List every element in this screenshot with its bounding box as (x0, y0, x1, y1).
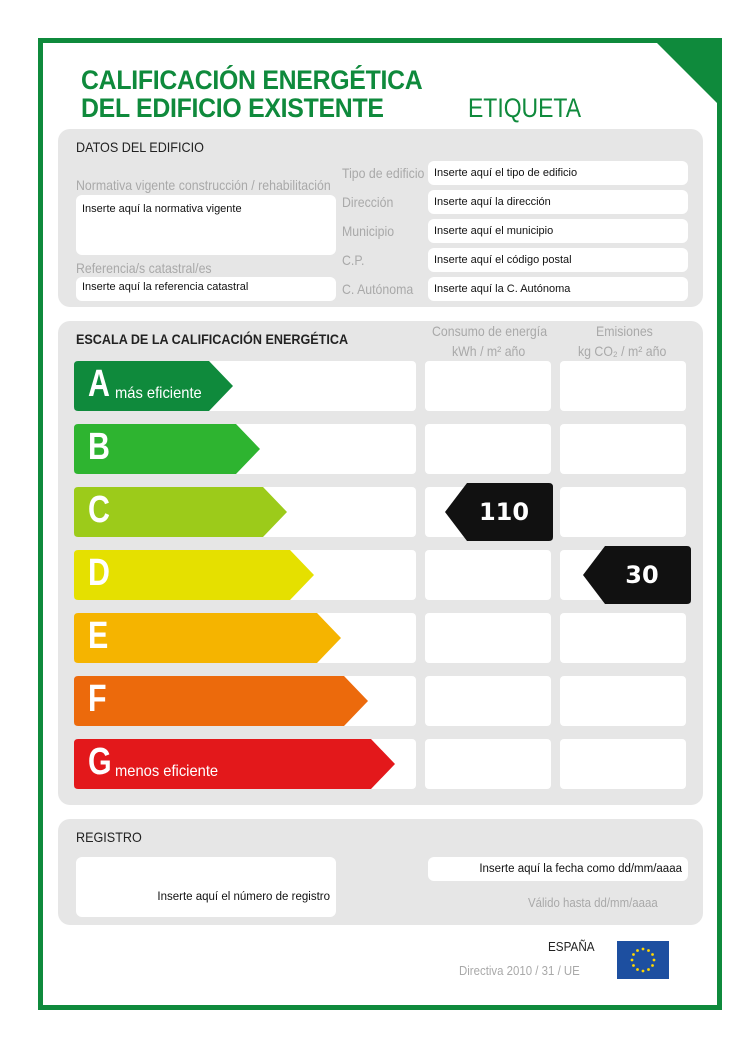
rating-arrow-shape-e (74, 613, 341, 663)
energy-header-line-2: kWh / m² año (452, 343, 526, 359)
rating-arrow-shape-f (74, 676, 368, 726)
country-label: ESPAÑA (548, 939, 595, 954)
directive-label: Directiva 2010 / 31 / UE (459, 963, 580, 978)
rating-arrow-f (74, 676, 369, 726)
eu-stars (617, 941, 669, 979)
eu-star (631, 959, 634, 962)
title-line-1: CALIFICACIÓN ENERGÉTICA (81, 65, 423, 95)
emissions-header-line-2: kg CO₂ / m² año (578, 343, 667, 359)
emissions-marker-value: 30 (625, 561, 659, 589)
region-label: C. Autónoma (342, 281, 414, 297)
rating-note-g: menos eficiente (115, 763, 219, 780)
registry-panel (58, 819, 703, 925)
rating-letter-g: G (88, 741, 112, 783)
rating-bar-a (74, 361, 234, 411)
rating-letter-e: E (88, 615, 109, 657)
address-field[interactable]: Inserte aquí la dirección (428, 190, 688, 214)
energy-marker (445, 483, 553, 541)
energy-cell-b (425, 424, 551, 474)
eu-star (651, 953, 654, 956)
energy-cell-g (425, 739, 551, 789)
energy-marker-value: 110 (478, 498, 530, 526)
rating-arrow-e (74, 613, 342, 663)
rating-bar-c (74, 487, 288, 537)
registry-number-field[interactable]: Inserte aquí el número de registro (76, 857, 336, 917)
rating-letter-f: F (88, 678, 107, 720)
energy-cell-d (425, 550, 551, 600)
rating-bar-g (74, 739, 396, 789)
rating-arrow-d (74, 550, 315, 600)
energy-cell-e (425, 613, 551, 663)
regulation-field[interactable]: Inserte aquí la normativa vigente (76, 195, 336, 255)
eu-star (653, 959, 656, 962)
etiqueta-label: ETIQUETA (468, 93, 582, 123)
corner-triangle (656, 42, 718, 104)
energy-header-line-1: Consumo de energía (432, 323, 548, 339)
address-label: Dirección (342, 194, 394, 210)
rating-arrow-shape-d (74, 550, 314, 600)
energy-cell-a (425, 361, 551, 411)
eu-star (642, 948, 645, 951)
municipality-field[interactable]: Inserte aquí el municipio (428, 219, 688, 243)
eu-star (632, 964, 635, 967)
rating-letter-c: C (88, 489, 110, 531)
emissions-header-line-1: Emisiones (596, 323, 653, 339)
valid-until: Válido hasta dd/mm/aaaa (528, 895, 658, 910)
building-data-title: DATOS DEL EDIFICIO (76, 139, 204, 155)
emissions-cell-b (560, 424, 686, 474)
building-type-label: Tipo de edificio (342, 165, 425, 181)
energy-label-frame (38, 38, 722, 1010)
emissions-marker (583, 546, 691, 604)
building-type-field[interactable]: Inserte aquí el tipo de edificio (428, 161, 688, 185)
cadastral-field[interactable]: Inserte aquí la referencia catastral (76, 277, 336, 301)
postal-code-label: C.P. (342, 252, 365, 268)
registry-title: REGISTRO (76, 829, 142, 845)
cadastral-label: Referencia/s catastral/es (76, 260, 212, 276)
emissions-cell-f (560, 676, 686, 726)
rating-scale-panel (58, 321, 703, 805)
eu-star (636, 949, 639, 952)
eu-star (647, 949, 650, 952)
rating-bar-f (74, 676, 369, 726)
eu-star (636, 968, 639, 971)
eu-star (647, 968, 650, 971)
eu-star (632, 953, 635, 956)
rating-note-a: más eficiente (115, 385, 202, 402)
rating-letter-a: A (88, 363, 110, 405)
emissions-cell-c (560, 487, 686, 537)
energy-cell-f (425, 676, 551, 726)
rating-bar-d (74, 550, 315, 600)
rating-letter-b: B (88, 426, 110, 468)
rating-bar-b (74, 424, 261, 474)
emissions-cell-g (560, 739, 686, 789)
eu-star (642, 970, 645, 973)
municipality-label: Municipio (342, 223, 395, 239)
rating-scale-title: ESCALA DE LA CALIFICACIÓN ENERGÉTICA (76, 331, 349, 347)
emissions-cell-e (560, 613, 686, 663)
region-field[interactable]: Inserte aquí la C. Autónoma (428, 277, 688, 301)
eu-flag-icon (617, 941, 669, 979)
postal-code-field[interactable]: Inserte aquí el código postal (428, 248, 688, 272)
regulation-label: Normativa vigente construcción / rehabilitación (76, 177, 331, 193)
eu-star (651, 964, 654, 967)
rating-letter-d: D (88, 552, 110, 594)
rating-bar-e (74, 613, 342, 663)
emissions-cell-a (560, 361, 686, 411)
registry-date-field[interactable]: Inserte aquí la fecha como dd/mm/aaaa (428, 857, 688, 881)
title-line-2: DEL EDIFICIO EXISTENTE (81, 93, 384, 123)
building-data-panel (58, 129, 703, 307)
